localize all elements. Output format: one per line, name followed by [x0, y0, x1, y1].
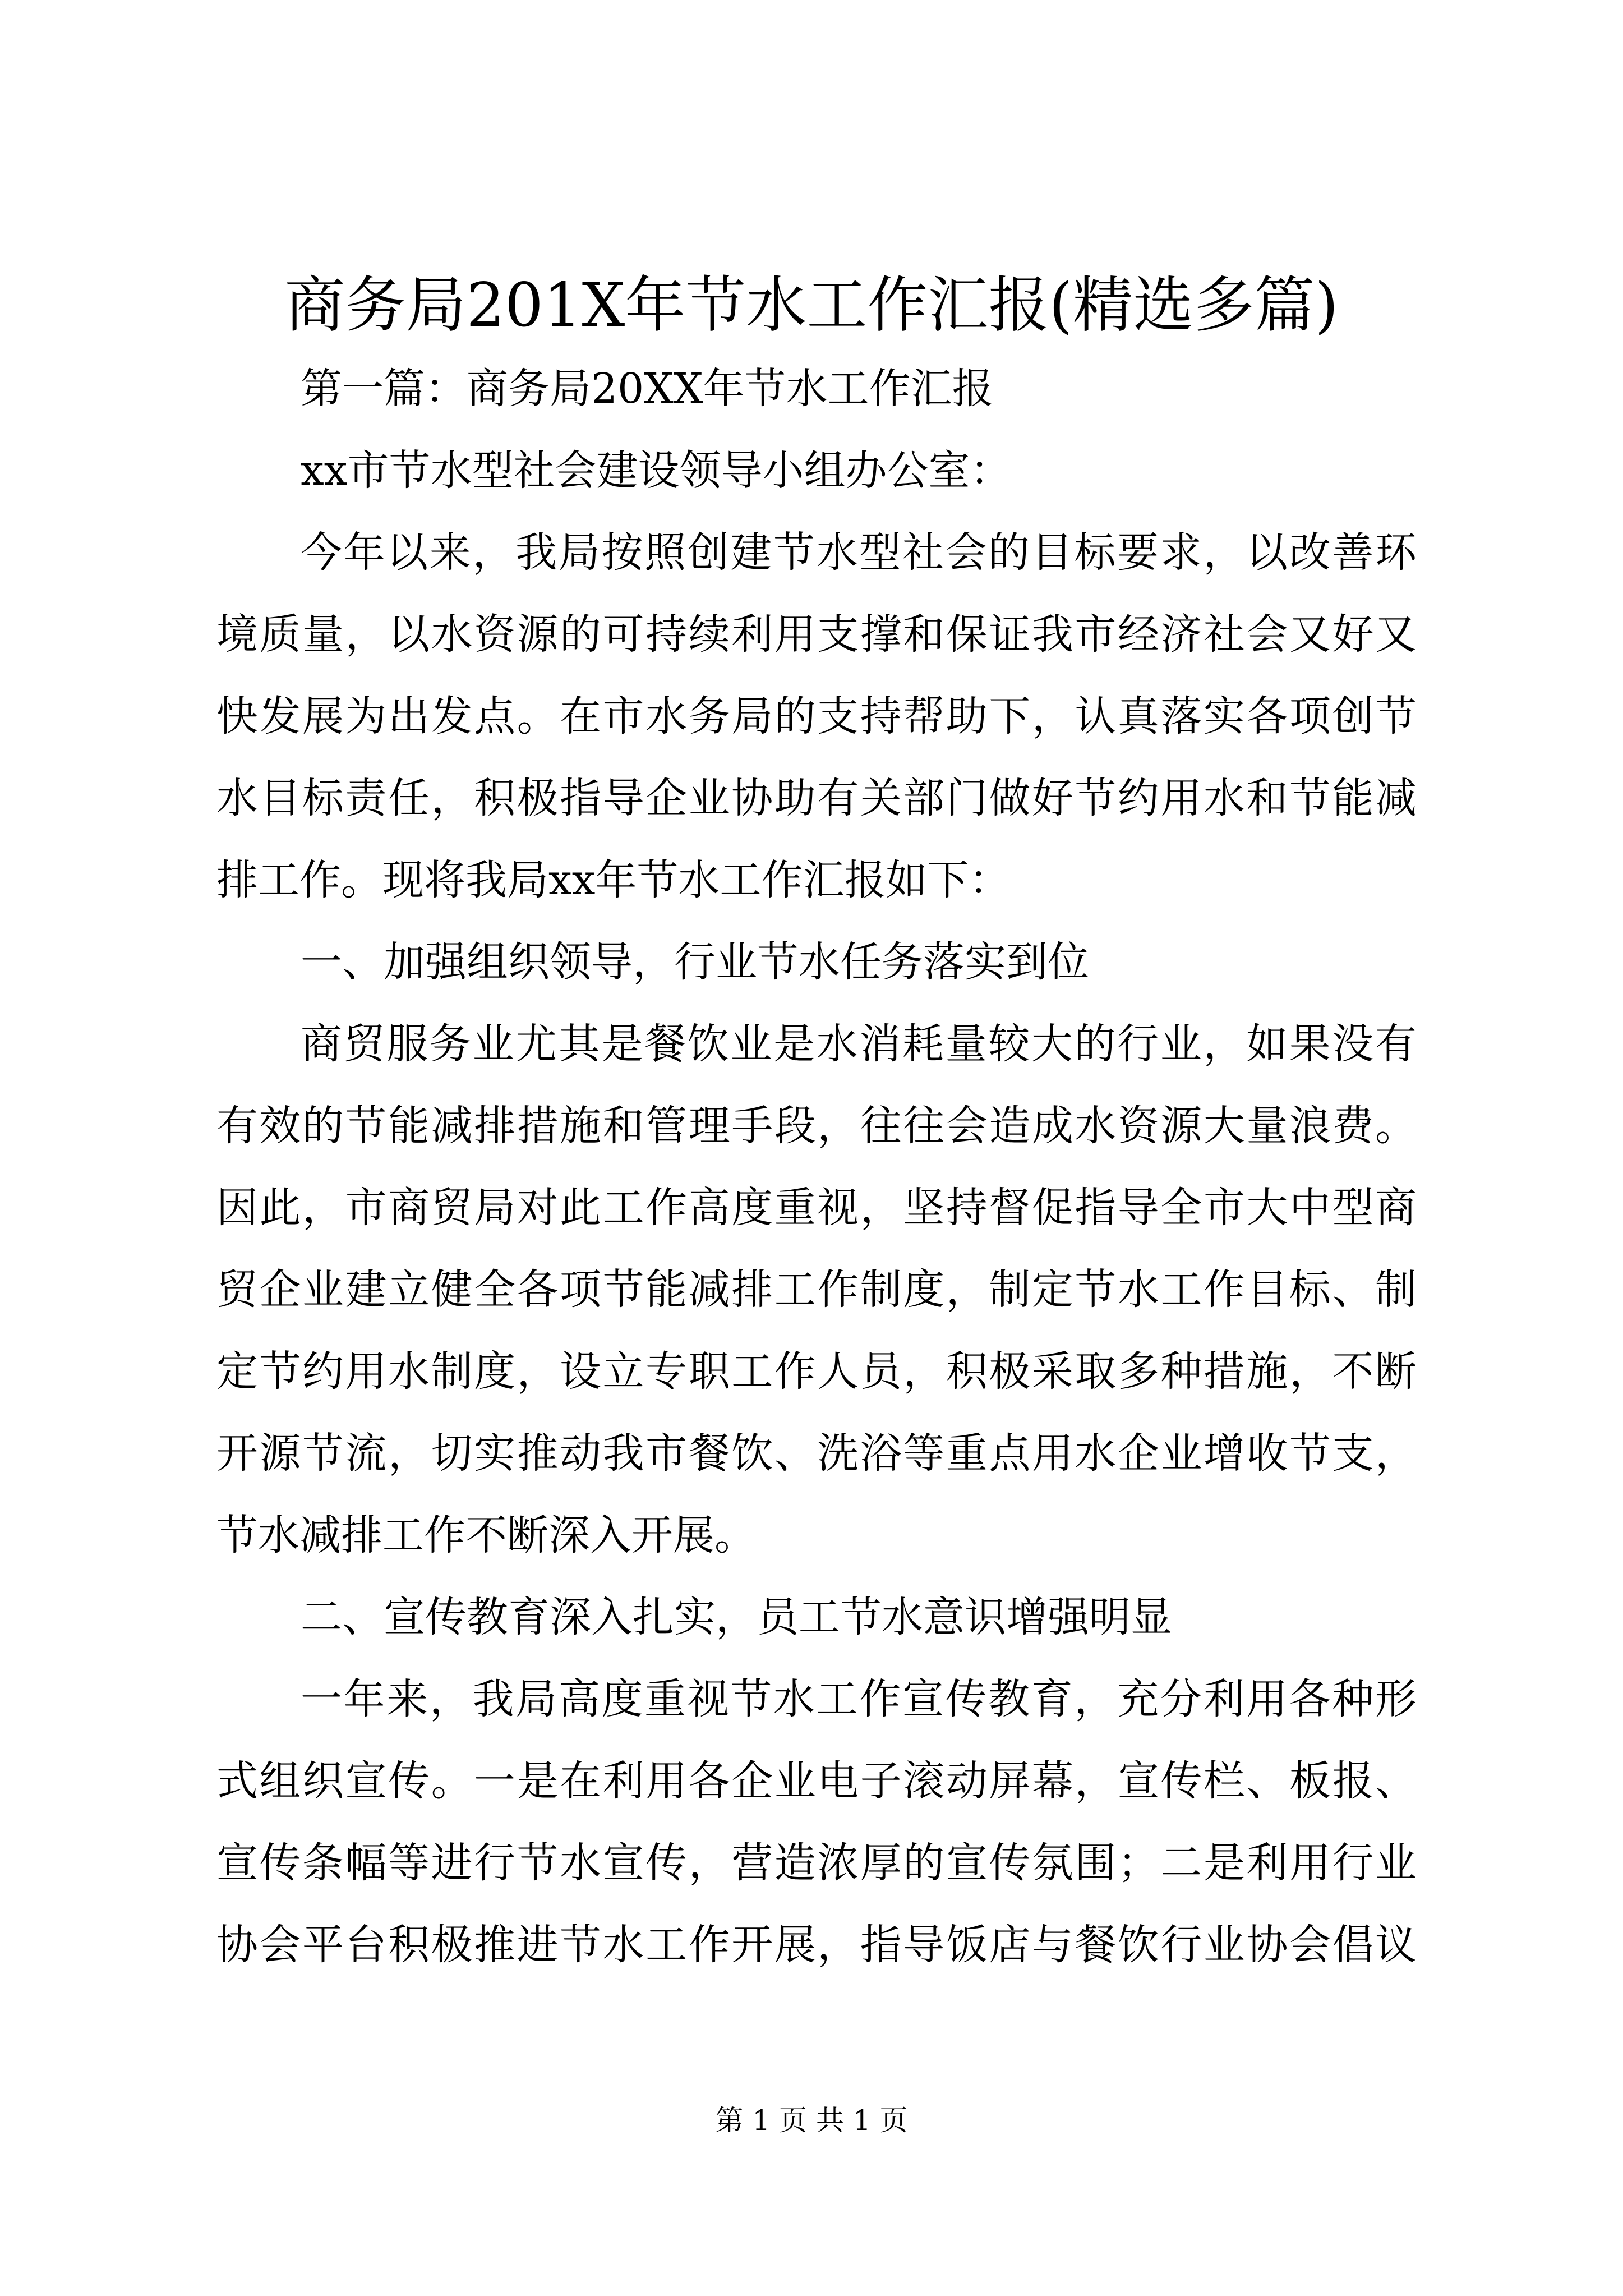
section-heading: 一、加强组织领导，行业节水任务落实到位 — [301, 938, 1089, 986]
document-body — [216, 348, 1417, 1986]
paragraph-line: 快发展为出发点。在市水务局的支持帮助下，认真落实各项创节 — [216, 692, 1417, 740]
paragraph-line: 开源节流，切实推动我市餐饮、洗浴等重点用水企业增收节支， — [216, 1429, 1417, 1478]
paragraph-line: 协会平台积极推进节水工作开展，指导饭店与餐饮行业协会倡议 — [216, 1921, 1417, 1969]
paragraph-line: 水目标责任，积极指导企业协助有关部门做好节约用水和节能减 — [216, 774, 1417, 822]
salutation: xx市节水型社会建设领导小组办公室： — [301, 447, 1012, 495]
paragraph-line: 因此，市商贸局对此工作高度重视，坚持督促指导全市大中型商 — [216, 1184, 1417, 1232]
paragraph-line: 定节约用水制度，设立专职工作人员，积极采取多种措施，不断 — [216, 1347, 1417, 1396]
paragraph-line: 一年来，我局高度重视节水工作宣传教育，充分利用各种形 — [301, 1675, 1417, 1723]
paragraph-line: 节水减排工作不断深入开展。 — [216, 1511, 756, 1559]
paragraph-line: 贸企业建立健全各项节能减排工作制度，制定节水工作目标、制 — [216, 1266, 1417, 1314]
paragraph-line: 商贸服务业尤其是餐饮业是水消耗量较大的行业，如果没有 — [301, 1020, 1417, 1068]
section-heading: 第一篇：商务局20XX年节水工作汇报 — [301, 365, 994, 413]
paragraph-line: 宣传条幅等进行节水宣传，营造浓厚的宣传氛围；二是利用行业 — [216, 1839, 1417, 1887]
paragraph-line: 有效的节能减排措施和管理手段，往往会造成水资源大量浪费。 — [216, 1102, 1417, 1150]
page-footer: 第 1 页 共 1 页 — [715, 2104, 908, 2137]
document-title: 商务局201X年节水工作汇报(精选多篇) — [284, 270, 1339, 341]
paragraph-line: 式组织宣传。一是在利用各企业电子滚动屏幕，宣传栏、板报、 — [216, 1757, 1417, 1805]
section-heading: 二、宣传教育深入扎实，员工节水意识增强明显 — [301, 1593, 1172, 1641]
paragraph-line: 境质量，以水资源的可持续利用支撑和保证我市经济社会又好又 — [216, 610, 1417, 659]
paragraph-line: 排工作。现将我局xx年节水工作汇报如下： — [216, 856, 1011, 904]
paragraph-line: 今年以来，我局按照创建节水型社会的目标要求，以改善环 — [301, 528, 1417, 577]
